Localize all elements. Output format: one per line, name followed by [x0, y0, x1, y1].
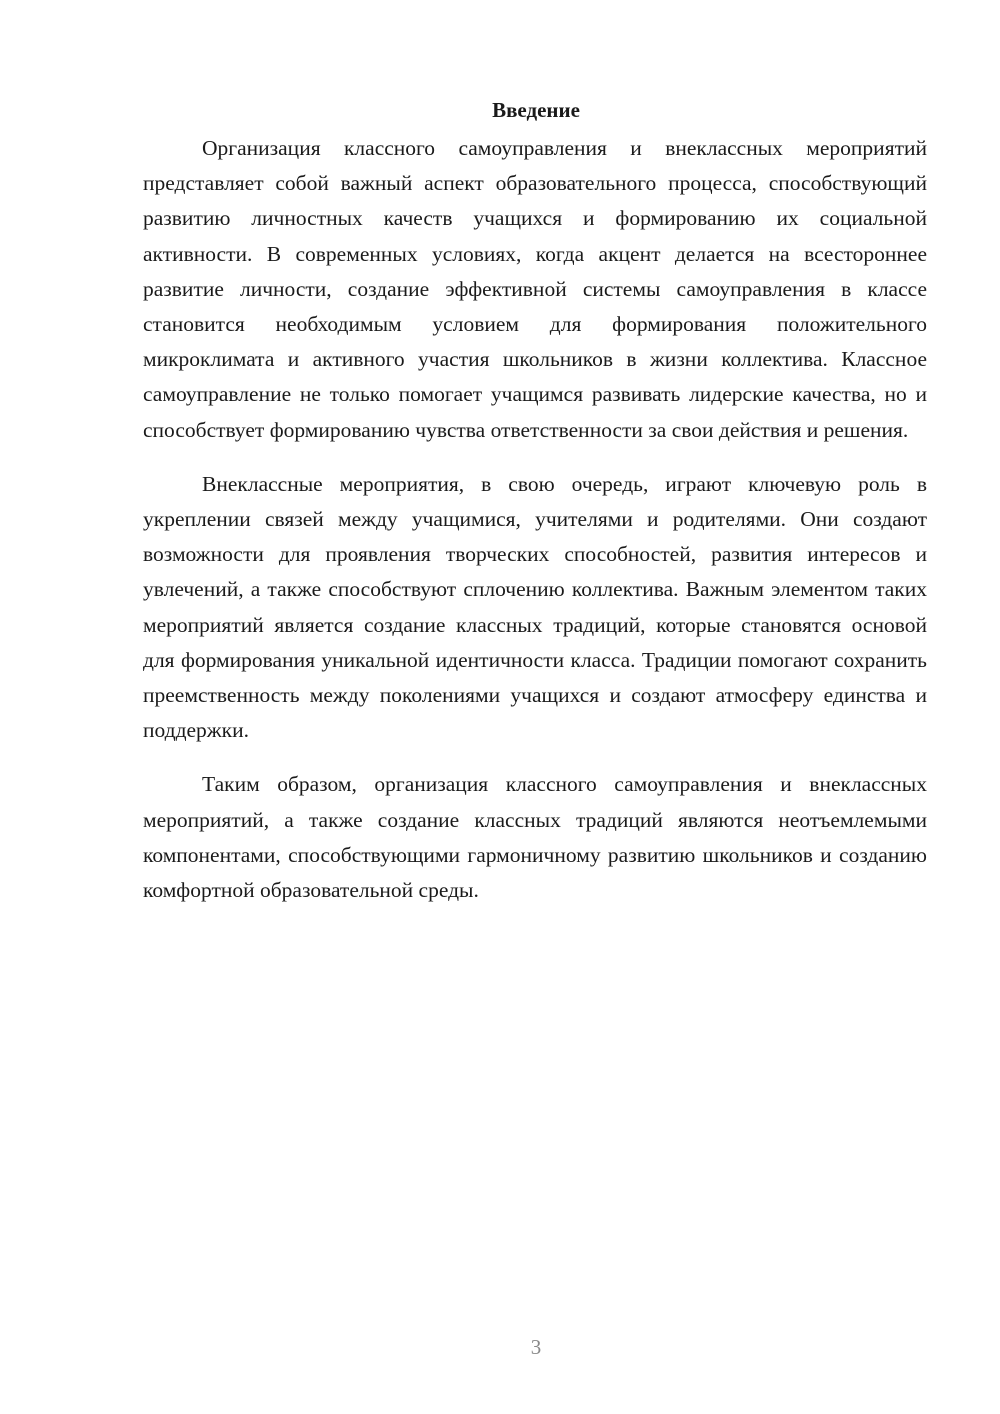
page-title: Введение: [492, 98, 580, 122]
page-content: [143, 95, 927, 927]
page-number: 3: [530, 1335, 542, 1359]
paragraph-3: Таким образом, организация классного самоуправления и внеклассных мероприятий, а также создание классных традиций являются неотъемлемыми компонентами, способствующими гармоничному развитию школьников и созданию комфортной образовательной среды.: [143, 772, 927, 903]
paragraph-2: Внеклассные мероприятия, в свою очередь, играют ключевую роль в укреплении связей между учащимися, учителями и родителями. Они создают возможности для проявления творческих способностей, развития интересов и увлечений, а также способствуют сплочению коллектива. Важным элементом таких мероприятий является создание классных традиций, которые становятся основой для формирования уникальной идентичности класса. Традиции помогают сохранить преемственность между поколениями учащихся и создают атмосферу единства и поддержки.: [143, 471, 927, 743]
paragraph-1: Организация классного самоуправления и внеклассных мероприятий представляет собой важный аспект образовательного процесса, способствующий развитию личностных качеств учащихся и формированию их социальной активности. В современных условиях, когда акцент делается на всестороннее развитие личности, создание эффективной системы самоуправления в классе становится необходимым условием для формирования положительного микроклимата и активного участия школьников в жизни коллектива. Классное самоуправление не только помогает учащимся развивать лидерские качества, но и способствует формированию чувства ответственности за свои действия и решения.: [143, 136, 927, 442]
